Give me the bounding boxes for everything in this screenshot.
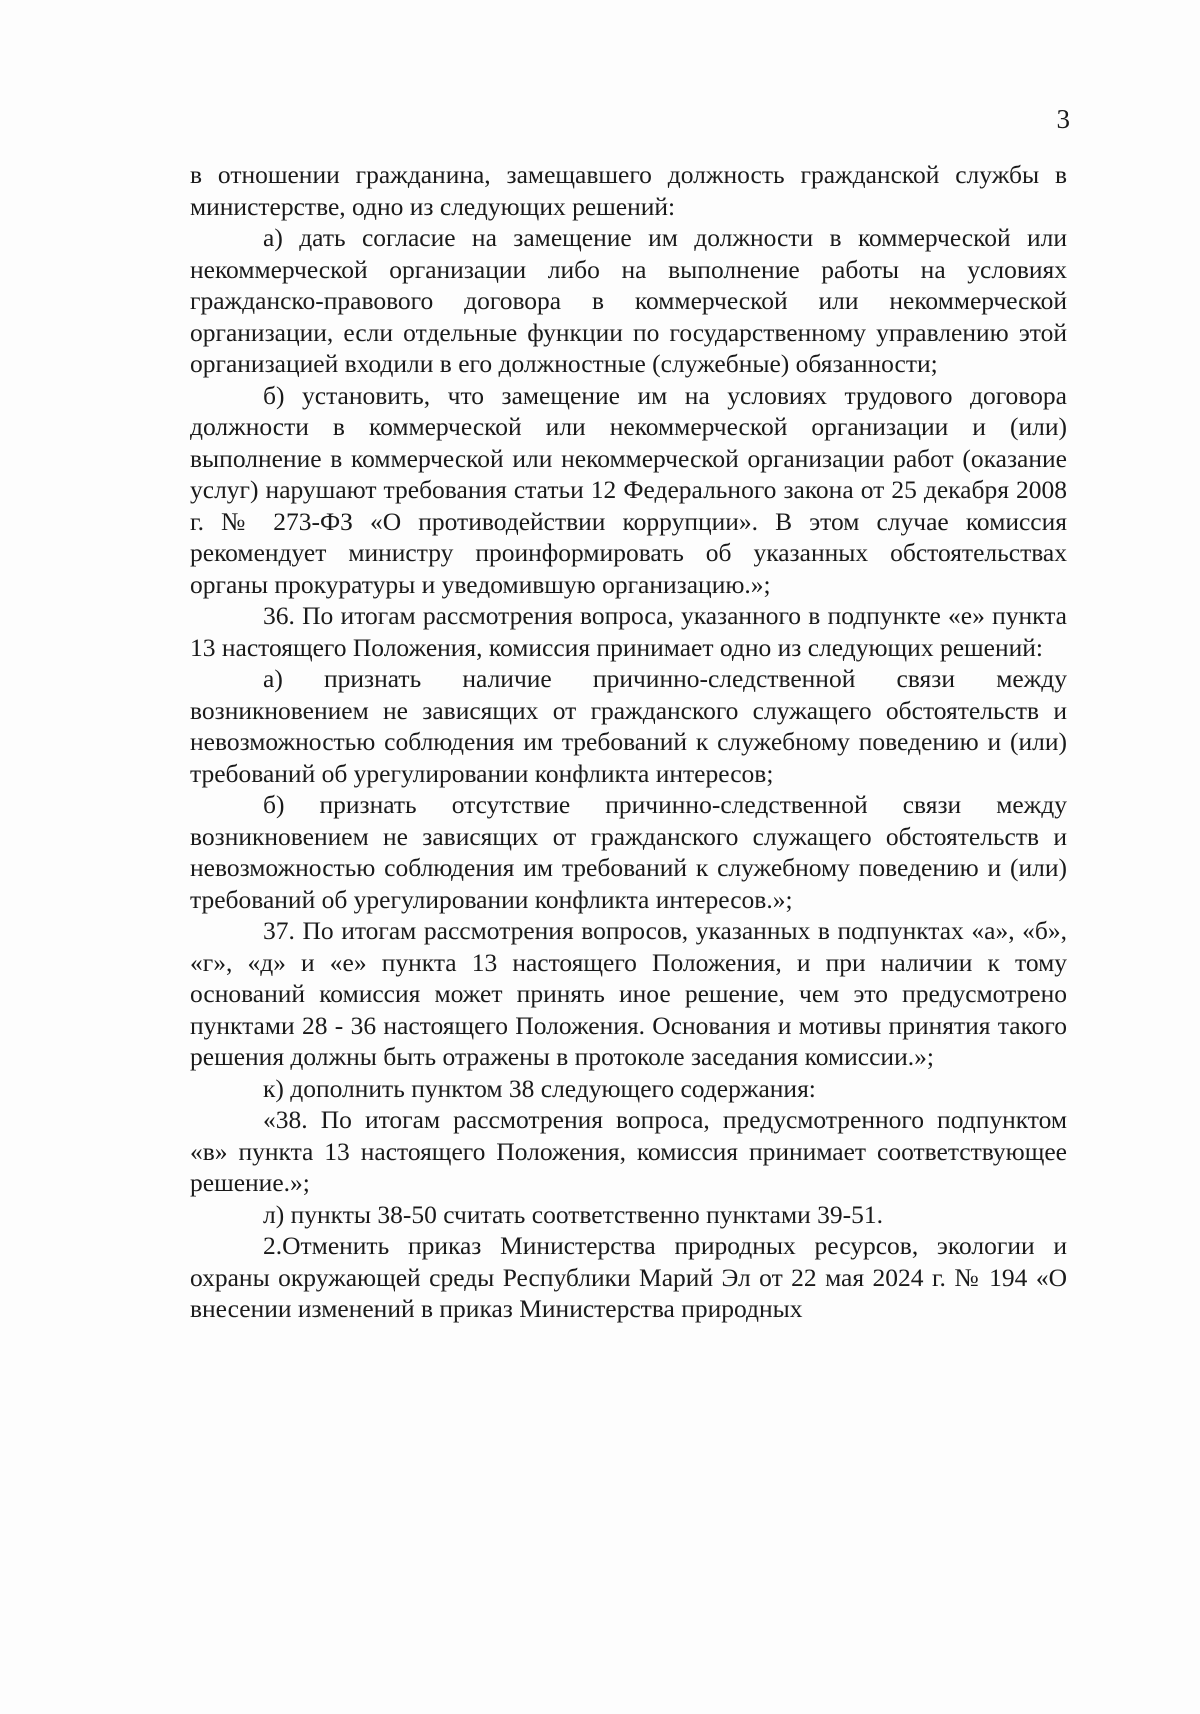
paragraph-amendment-l: л) пункты 38-50 считать соответственно пунктами 39-51. xyxy=(263,1199,884,1229)
paragraph-item-38: «38. По итогам рассмотрения вопроса, предусмотренного подпунктом «в» пункта 13 настоящего Положения, комиссия принимает соответствующее решение.»; xyxy=(190,1105,1067,1197)
paragraph-item-36: 36. По итогам рассмотрения вопроса, указанного в подпункте «е» пункта 13 настоящего Положения, комиссия принимает одно из следующих решений: xyxy=(190,601,1067,662)
page-number: 3 xyxy=(1056,104,1070,134)
paragraph-item-37: 37. По итогам рассмотрения вопросов, указанных в подпунктах «а», «б», «г», «д» и «е» пункта 13 настоящего Положения, и при наличии к тому оснований комиссия может принять иное решение, чем это предусмотрено пунктами 28 - 36 настоящего Положения. Основания и мотивы принятия такого решения должны быть отражены в протоколе заседания комиссии.»; xyxy=(190,916,1067,1071)
paragraph-section-2: 2.Отменить приказ Министерства природных ресурсов, экологии и охраны окружающей среды Республики Марий Эл от 22 мая 2024 г. № 194 «О внесении изменений в приказ Министерства природных xyxy=(190,1231,1067,1323)
paragraph-amendment-k: к) дополнить пунктом 38 следующего содержания: xyxy=(263,1073,816,1103)
paragraph-item-36-subitem-b: б) признать отсутствие причинно-следственной связи между возникновением не зависящих от гражданского служащего обстоятельств и невозможностью соблюдения им требований к служебному поведению и (или) требований об урегулировании конфликта интересов.»; xyxy=(190,790,1067,914)
paragraph-subitem-b-violation: б) установить, что замещение им на условиях трудового договора должности в коммерческой или некоммерческой организации и (или) выполнение в коммерческой или некоммерческой организации работ (оказание услуг) нарушают требования статьи 12 Федерального закона от 25 декабря 2008 г. № 273-ФЗ «О противодействии коррупции». В этом случае комиссия рекомендует министру проинформировать об указанных обстоятельствах органы прокуратуры и уведомившую организацию.»; xyxy=(190,380,1067,599)
paragraph-subitem-a-consent: а) дать согласие на замещение им должности в коммерческой или некоммерческой организации либо на выполнение работы на условиях гражданско-правового договора в коммерческой или некоммерческой организации, если отдельные функции по государственному управлению этой организацией входили в его должностные (служебные) обязанности; xyxy=(190,223,1067,378)
paragraph-continuation: в отношении гражданина, замещавшего должность гражданской службы в министерстве, одно из следующих решений: xyxy=(190,160,1067,221)
paragraph-item-36-subitem-a: а) признать наличие причинно-следственной связи между возникновением не зависящих от гражданского служащего обстоятельств и невозможностью соблюдения им требований к служебному поведению и (или) требований об урегулировании конфликта интересов; xyxy=(190,664,1067,788)
document-body xyxy=(190,159,1067,1325)
